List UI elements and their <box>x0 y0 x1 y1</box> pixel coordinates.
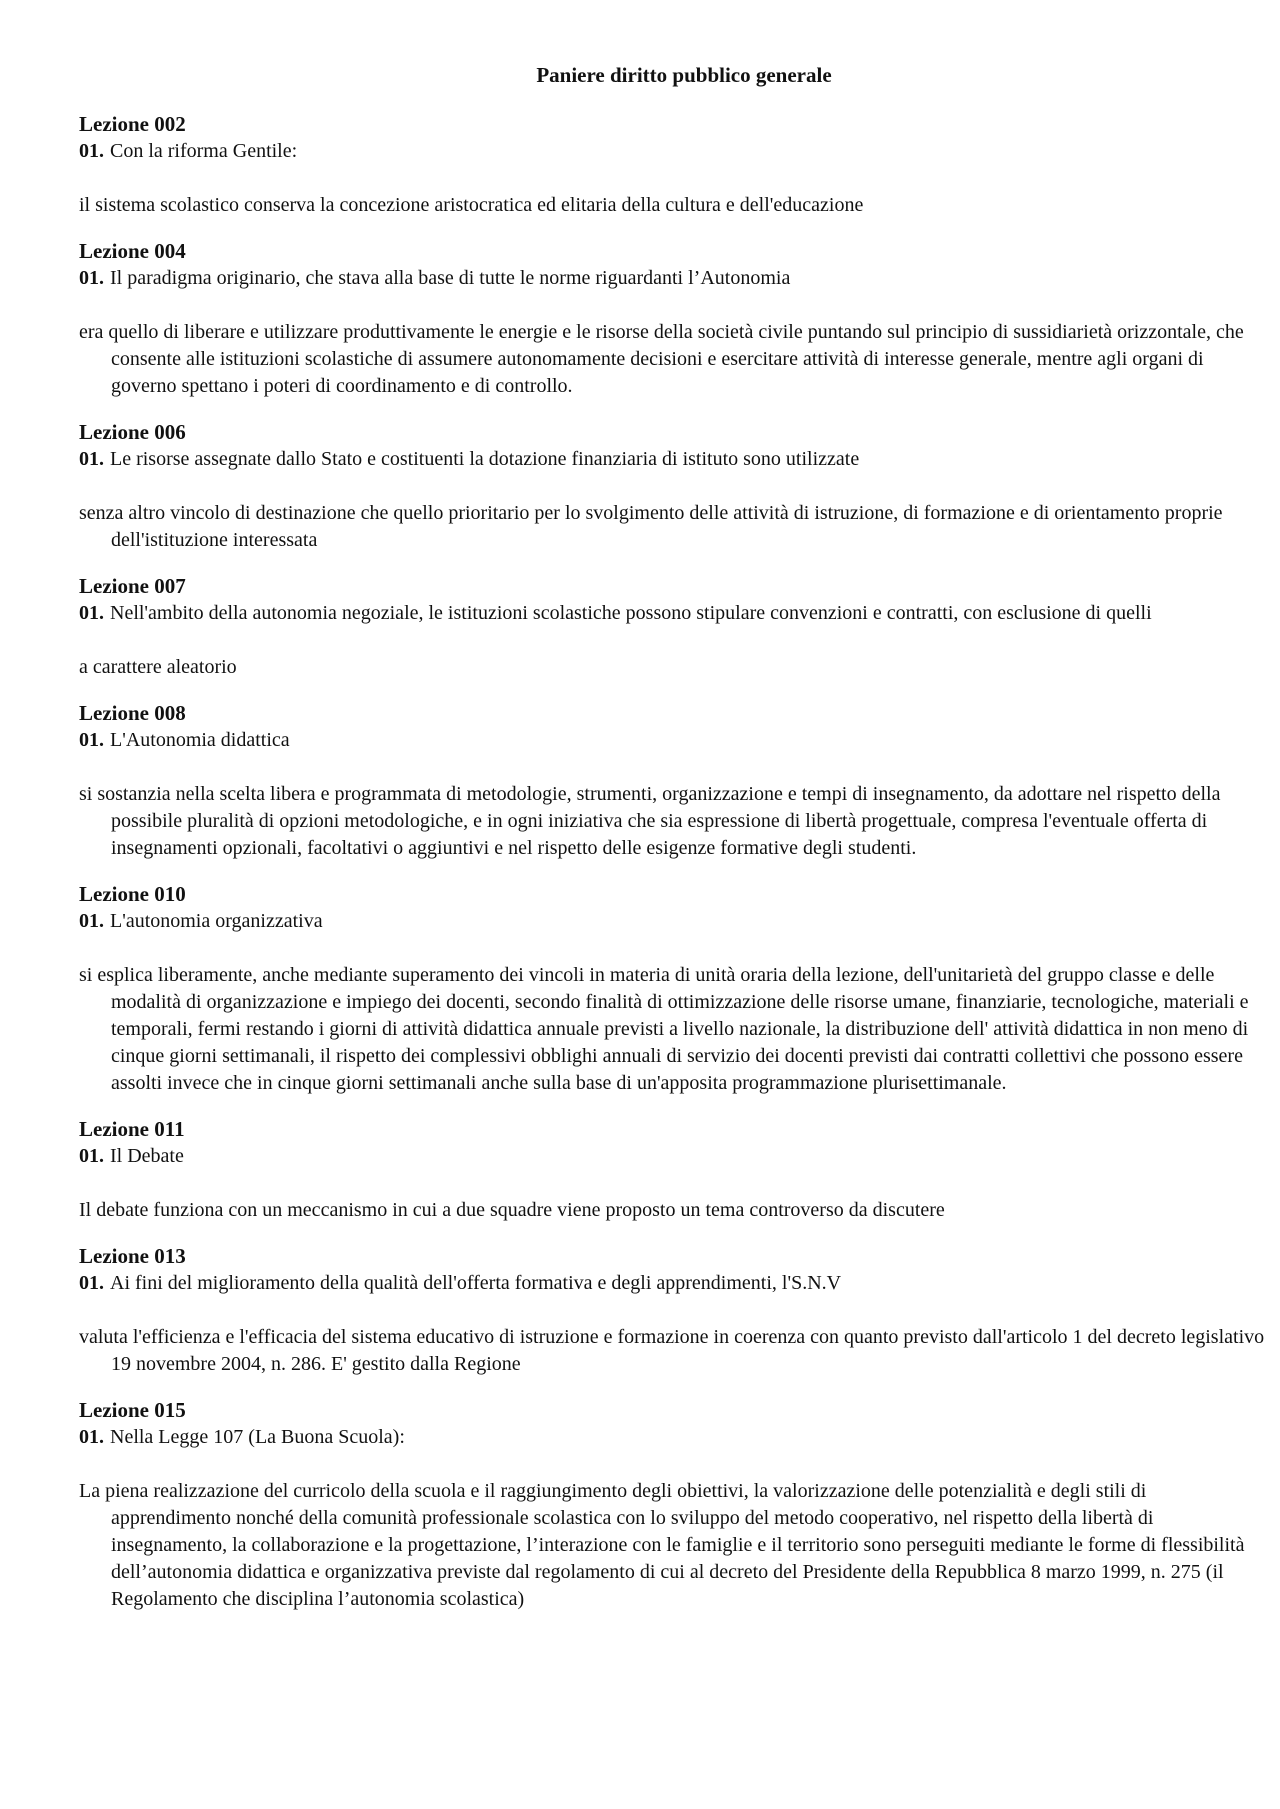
question-text: L'Autonomia didattica <box>110 729 290 751</box>
lesson-heading: Lezione 011 <box>79 1117 185 1141</box>
question <box>79 908 1269 935</box>
question <box>79 446 1269 473</box>
document-title: Paniere diritto pubblico generale <box>536 63 832 87</box>
answer-text: era quello di liberare e utilizzare produttivamente le energie e le risorse della società civile puntando sul principio di sussidiarietà orizzontale, che consente alle istituzioni scolastiche di assumere autonomamente decisioni e esercitare attività di interesse generale, mentre agli organi di governo spettano i poteri di coordinamento e di controllo. <box>79 321 1244 397</box>
lesson-010 <box>79 881 1269 1097</box>
lesson-heading: Lezione 004 <box>79 239 186 263</box>
answer-text: si sostanzia nella scelta libera e programmata di metodologie, strumenti, organizzazione e tempi di insegnamento, da adottare nel rispetto della possibile pluralità di opzioni metodologiche, e in ogni iniziativa che sia espressione di libertà progettuale, compresa l'eventuale offerta di insegnamenti opzionali, facoltativi o aggiuntivi e nel rispetto delle esigenze formative degli studenti. <box>79 783 1221 859</box>
lesson-013 <box>79 1243 1269 1378</box>
lesson-011 <box>79 1116 1269 1224</box>
question <box>79 138 1269 165</box>
lesson-002 <box>79 111 1269 219</box>
question <box>79 727 1269 754</box>
question <box>79 265 1269 292</box>
question-number: 01. <box>79 729 104 751</box>
lesson-008 <box>79 700 1269 862</box>
answer-text: il sistema scolastico conserva la concezione aristocratica ed elitaria della cultura e dell'educazione <box>79 194 864 216</box>
question-text: Le risorse assegnate dallo Stato e costituenti la dotazione finanziaria di istituto sono utilizzate <box>110 448 860 470</box>
question-text: Nell'ambito della autonomia negoziale, le istituzioni scolastiche possono stipulare convenzioni e contratti, con esclusione di quelli <box>110 602 1152 624</box>
question <box>79 1270 1269 1297</box>
answer-text: valuta l'efficienza e l'efficacia del sistema educativo di istruzione e formazione in coerenza con quanto previsto dall'articolo 1 del decreto legislativo 19 novembre 2004, n. 286. E' gestito dalla Regione <box>79 1326 1265 1375</box>
lesson-004 <box>79 238 1269 400</box>
answer-text: senza altro vincolo di destinazione che quello prioritario per lo svolgimento delle attività di istruzione, di formazione e di orientamento proprie dell'istituzione interessata <box>79 502 1223 551</box>
lesson-007 <box>79 573 1269 681</box>
answer-text: La piena realizzazione del curricolo della scuola e il raggiungimento degli obiettivi, la valorizzazione delle potenzialità e degli stili di apprendimento nonché della comunità professionale scolastica con lo sviluppo del metodo cooperativo, nel rispetto della libertà di insegnamento, la collaborazione e la progettazione, l’interazione con le famiglie e il territorio sono perseguiti mediante le forme di flessibilità dell’autonomia didattica e organizzativa previste dal regolamento di cui al decreto del Presidente della Repubblica 8 marzo 1999, n. 275 (il Regolamento che disciplina l’autonomia scolastica) <box>79 1480 1245 1610</box>
question-number: 01. <box>79 1145 104 1167</box>
answer-text: Il debate funziona con un meccanismo in cui a due squadre viene proposto un tema controverso da discutere <box>79 1199 945 1221</box>
question <box>79 600 1269 627</box>
lesson-006 <box>79 419 1269 554</box>
lesson-heading: Lezione 006 <box>79 420 186 444</box>
answer-text: si esplica liberamente, anche mediante superamento dei vincoli in materia di unità oraria della lezione, dell'unitarietà del gruppo classe e delle modalità di organizzazione e impiego dei docenti, secondo finalità di ottimizzazione delle risorse umane, finanziarie, tecnologiche, materiali e temporali, fermi restando i giorni di attività didattica annuale previsti a livello nazionale, la distribuzione dell' attività didattica in non meno di cinque giorni settimanali, il rispetto dei complessivi obblighi annuali di servizio dei docenti previsti dai contratti collettivi che possono essere assolti invece che in cinque giorni settimanali anche sulla base di un'apposita programmazione plurisettimanale. <box>79 964 1249 1094</box>
lesson-heading: Lezione 008 <box>79 701 186 725</box>
question-text: Ai fini del miglioramento della qualità dell'offerta formativa e degli apprendimenti, l'S.N.V <box>110 1272 842 1294</box>
question-number: 01. <box>79 267 104 289</box>
question-number: 01. <box>79 448 104 470</box>
question-number: 01. <box>79 602 104 624</box>
document-page <box>79 62 1269 1632</box>
question <box>79 1143 1269 1170</box>
lesson-heading: Lezione 015 <box>79 1398 186 1422</box>
question-text: Il Debate <box>110 1145 184 1167</box>
question-text: Nella Legge 107 (La Buona Scuola): <box>110 1426 405 1448</box>
lesson-heading: Lezione 002 <box>79 112 186 136</box>
lesson-015 <box>79 1397 1269 1613</box>
question-text: Con la riforma Gentile: <box>110 140 298 162</box>
answer-text: a carattere aleatorio <box>79 656 237 678</box>
question-number: 01. <box>79 140 104 162</box>
lesson-heading: Lezione 007 <box>79 574 186 598</box>
lesson-heading: Lezione 013 <box>79 1244 186 1268</box>
question-number: 01. <box>79 1426 104 1448</box>
question-text: L'autonomia organizzativa <box>110 910 323 932</box>
lesson-heading: Lezione 010 <box>79 882 186 906</box>
question <box>79 1424 1269 1451</box>
question-number: 01. <box>79 910 104 932</box>
question-text: Il paradigma originario, che stava alla base di tutte le norme riguardanti l’Autonomia <box>110 267 791 289</box>
question-number: 01. <box>79 1272 104 1294</box>
